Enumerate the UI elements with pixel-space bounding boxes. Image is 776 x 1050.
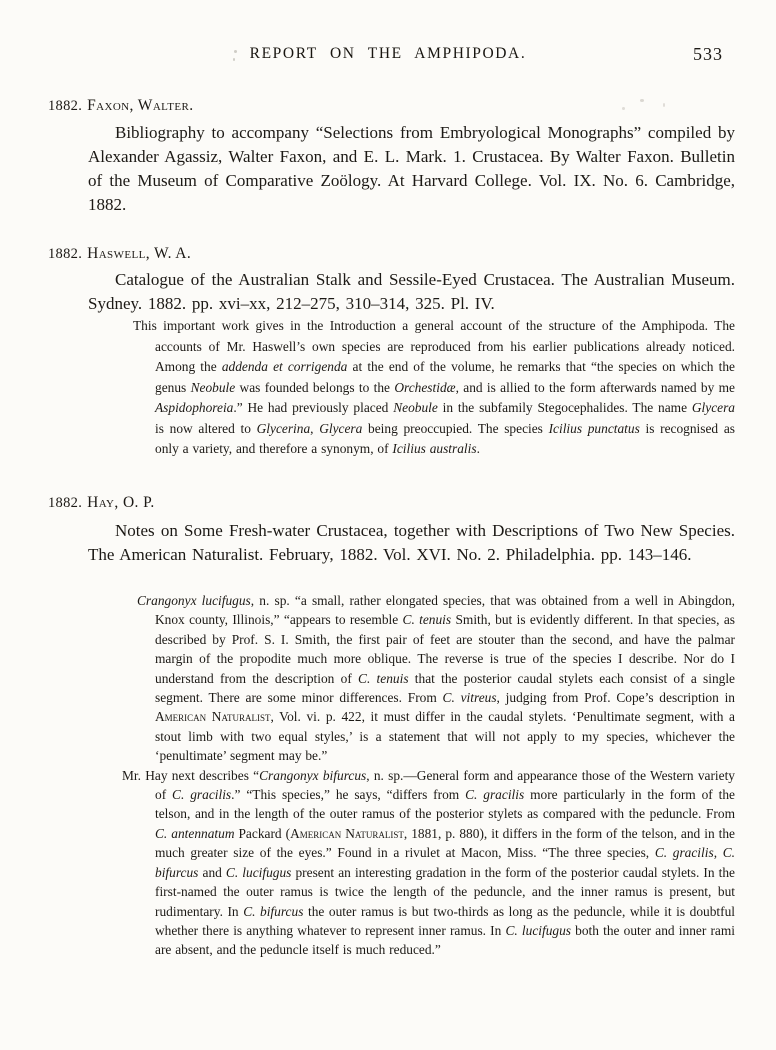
entry-year: 1882. xyxy=(48,495,83,511)
entry-author: Hay, O. P. xyxy=(87,494,155,511)
entry-author: Faxon, Walter. xyxy=(87,97,194,114)
entry-author: Haswell, W. A. xyxy=(87,245,192,262)
note-paragraph: This important work gives in the Introduction a general account of the structure of the Amphipoda. The accounts of Mr. Haswell’s own species are reproduced from his earlier publications already noticed. Among the addenda et corrigenda at the end of the volume, he remarks that “the species on which the genus Neobule was founded belongs to the Orchestidæ, and is allied to the form afterwards named by me Aspidophoreia.” He had previously placed Neobule in the subfamily Stegocephalides. The name Glycera is now altered to Glycerina, Glycera being preoccupied. The species Icilius punctatus is recognised as only a variety, and therefore a synonym, of Icilius australis. xyxy=(133,318,736,456)
scan-speck xyxy=(663,103,665,107)
scan-speck xyxy=(640,99,644,102)
citation-faxon: Bibliography to accompany “Selections from Embryological Monographs” compiled by Alexander Agassiz, Walter Faxon, and E. L. Mark. 1. Crustacea. By Walter Faxon. Bulletin of the Museum of Comparative Zoölogy. At Harvard College. Vol. IX. No. 6. Cambridge, 1882. xyxy=(88,123,735,214)
citation-hay: Notes on Some Fresh-water Crustacea, together with Descriptions of Two New Species. The American Naturalist. February, 1882. Vol. XVI. No. 2. Philadelphia. pp. 143–146. xyxy=(88,521,735,564)
citation-haswell: Catalogue of the Australian Stalk and Sessile-Eyed Crustacea. The Australian Museum. Sydney. 1882. pp. xvi–xx, 212–275, 310–314, 325. Pl. IV. xyxy=(88,270,735,313)
note-paragraph: Crangonyx lucifugus, n. sp. “a small, rather elongated species, that was obtained from a well in Abingdon, Knox county, Illinois,” “appears to resemble C. tenuis Smith, but is evidently different. In that species, as described by Prof. S. I. Smith, the first pair of feet are stouter than the second, and have the palmar margin of the propodite much more oblique. The reverse is true of the species I describe. Nor do I understand from the description of C. tenuis that the posterior caudal stylets each consist of a single segment. There are some minor differences. From C. vitreus, judging from Prof. Cope’s description in American Naturalist, Vol. vi. p. 422, it must differ in the caudal stylets. ‘Penultimate segment, with a stout limb with two equal styles,’ is a statement that will not apply to my species, whichever the ‘penultimate’ segment may be.” xyxy=(137,593,735,764)
entry-heading-faxon xyxy=(48,97,194,115)
note-block-haswell xyxy=(133,316,736,460)
page-number: 533 xyxy=(693,44,723,64)
scan-speck xyxy=(262,55,265,57)
entry-year: 1882. xyxy=(48,246,83,262)
note-block-hay xyxy=(122,591,735,960)
running-head-title: REPORT ON THE AMPHIPODA. xyxy=(249,45,527,62)
scan-speck xyxy=(234,50,237,53)
scan-speck xyxy=(622,107,625,110)
entry-heading-haswell xyxy=(48,245,191,263)
scan-speck xyxy=(233,58,235,61)
entry-year: 1882. xyxy=(48,98,83,114)
entry-heading-hay xyxy=(48,494,155,512)
note-paragraph: Mr. Hay next describes “Crangonyx bifurcus, n. sp.—General form and appearance those of the Western variety of C. gracilis.” “This species,” he says, “differs from C. gracilis more particularly in the form of the telson, and in the length of the outer ramus of the posterior stylets as compared with the peduncle. From C. antennatum Packard (American Naturalist, 1881, p. 880), it differs in the form of the telson, and in the much greater size of the eyes.” Found in a rivulet at Macon, Miss. “The three species, C. gracilis, C. bifurcus and C. lucifugus present an interesting gradation in the form of the posterior caudal stylets. In the first-named the outer ramus is twice the length of the peduncle, and the inner ramus is present, but rudimentary. In C. bifurcus the outer ramus is but two-thirds as long as the peduncle, while it is doubtful whether there is anything whatever to represent inner ramus. In C. lucifugus both the outer and inner rami are absent, and the peduncle itself is much reduced.” xyxy=(122,767,735,958)
